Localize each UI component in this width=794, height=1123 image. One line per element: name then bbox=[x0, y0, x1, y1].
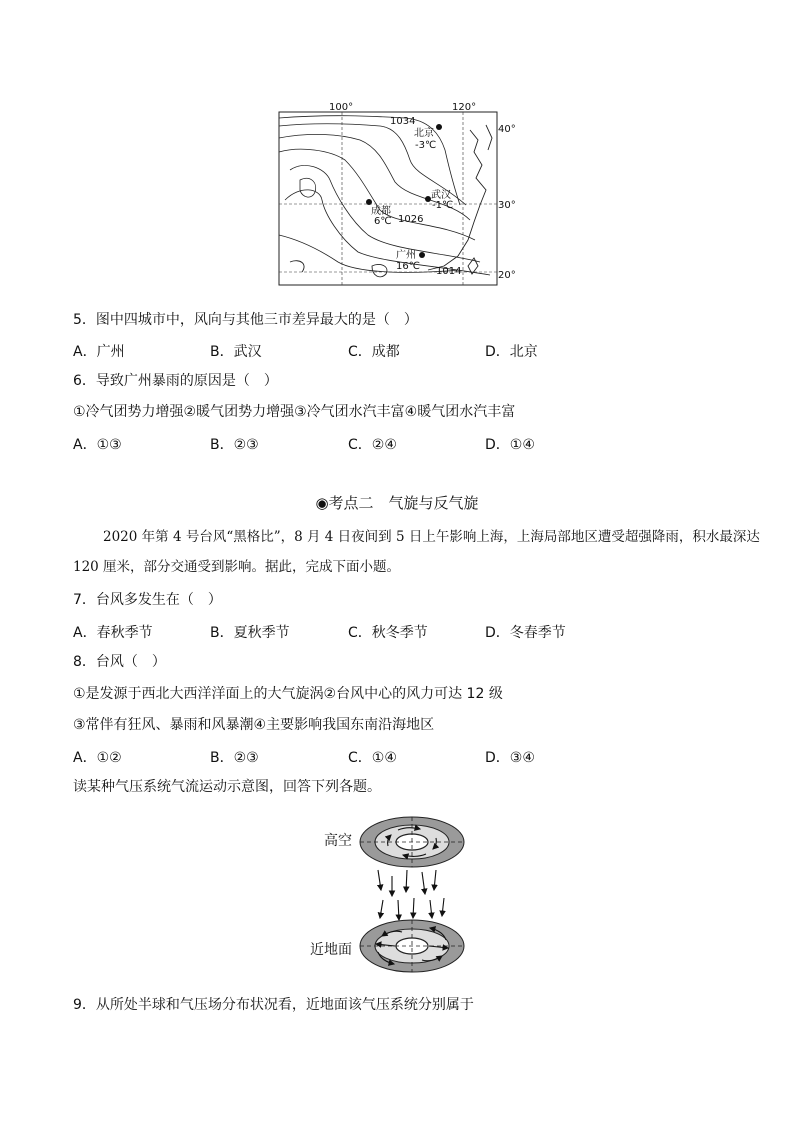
passage-line-1: 2020 年第 4 号台风“黑格比”，8 月 4 日夜间到 5 日上午影响上海，上海局部地区遭受超强降雨，积水最深达 bbox=[103, 529, 760, 545]
isobar-map bbox=[270, 98, 516, 294]
q6-option-d[interactable]: D．①④ bbox=[485, 437, 535, 453]
q7-option-a[interactable]: A．春秋季节 bbox=[73, 625, 153, 641]
q8-option-d[interactable]: D．③④ bbox=[485, 750, 535, 766]
lon-label-100: 100° bbox=[329, 102, 354, 113]
q8-option-a[interactable]: A．①② bbox=[73, 750, 122, 766]
question-8-statement-2: ③常伴有狂风、暴雨和风暴潮④主要影响我国东南沿海地区 bbox=[73, 717, 435, 733]
city-name-wuhan: 武汉 bbox=[431, 190, 451, 201]
lat-label-30: 30° bbox=[498, 200, 516, 211]
question-6-options bbox=[73, 434, 713, 452]
q5-option-c[interactable]: C．成都 bbox=[348, 344, 400, 360]
q6-option-a[interactable]: A．①③ bbox=[73, 437, 122, 453]
q8-option-b[interactable]: B．②③ bbox=[210, 750, 259, 766]
city-temp-wuhan: -1℃ bbox=[432, 200, 454, 211]
isobar-label-1026: 1026 bbox=[398, 214, 424, 225]
question-8-options bbox=[73, 747, 713, 765]
isobar-label-1034: 1034 bbox=[390, 116, 416, 127]
section-title: ◉考点二 气旋与反气旋 bbox=[315, 494, 479, 512]
q5-option-b[interactable]: B．武汉 bbox=[210, 344, 262, 360]
city-name-guangzhou: 广州 bbox=[396, 250, 416, 261]
question-7-stem: 7．台风多发生在（ ） bbox=[73, 592, 222, 608]
lon-label-120: 120° bbox=[452, 102, 477, 113]
q5-option-a[interactable]: A．广州 bbox=[73, 344, 125, 360]
q7-option-c[interactable]: C．秋冬季节 bbox=[348, 625, 428, 641]
q7-option-b[interactable]: B．夏秋季节 bbox=[210, 625, 290, 641]
city-temp-guangzhou: 16℃ bbox=[396, 261, 420, 272]
q6-option-b[interactable]: B．②③ bbox=[210, 437, 259, 453]
q6-option-c[interactable]: C．②④ bbox=[348, 437, 397, 453]
q7-option-d[interactable]: D．冬春季节 bbox=[485, 625, 566, 641]
question-6-statements: ①冷气团势力增强②暖气团势力增强③冷气团水汽丰富④暖气团水汽丰富 bbox=[73, 404, 516, 420]
city-name-beijing: 北京 bbox=[414, 128, 434, 139]
question-7-options bbox=[73, 622, 713, 640]
city-name-chengdu: 成都 bbox=[371, 206, 391, 217]
diagram-label-upper: 高空 bbox=[324, 833, 352, 849]
question-5-options bbox=[73, 341, 713, 359]
q8-option-c[interactable]: C．①④ bbox=[348, 750, 397, 766]
q5-option-d[interactable]: D．北京 bbox=[485, 344, 538, 360]
isobar-label-1014: 1014 bbox=[436, 266, 462, 277]
question-8-statement-1: ①是发源于西北大西洋洋面上的大气旋涡②台风中心的风力可达 12 级 bbox=[73, 686, 503, 702]
lat-label-20: 20° bbox=[498, 270, 516, 281]
diagram-label-lower: 近地面 bbox=[310, 942, 352, 958]
question-9-stem: 9．从所处半球和气压场分布状况看，近地面该气压系统分别属于 bbox=[73, 997, 474, 1013]
passage-line-2: 120 厘米，部分交通受到影响。据此，完成下面小题。 bbox=[73, 559, 401, 575]
question-5-stem: 5．图中四城市中，风向与其他三市差异最大的是（ ） bbox=[73, 312, 418, 328]
city-temp-chengdu: 6℃ bbox=[374, 216, 392, 227]
city-temp-beijing: -3℃ bbox=[415, 140, 437, 151]
question-9-intro: 读某种气压系统气流运动示意图，回答下列各题。 bbox=[73, 779, 381, 795]
lat-label-40: 40° bbox=[498, 124, 516, 135]
question-8-stem: 8．台风（ ） bbox=[73, 654, 166, 670]
question-6-stem: 6．导致广州暴雨的原因是（ ） bbox=[73, 373, 278, 389]
